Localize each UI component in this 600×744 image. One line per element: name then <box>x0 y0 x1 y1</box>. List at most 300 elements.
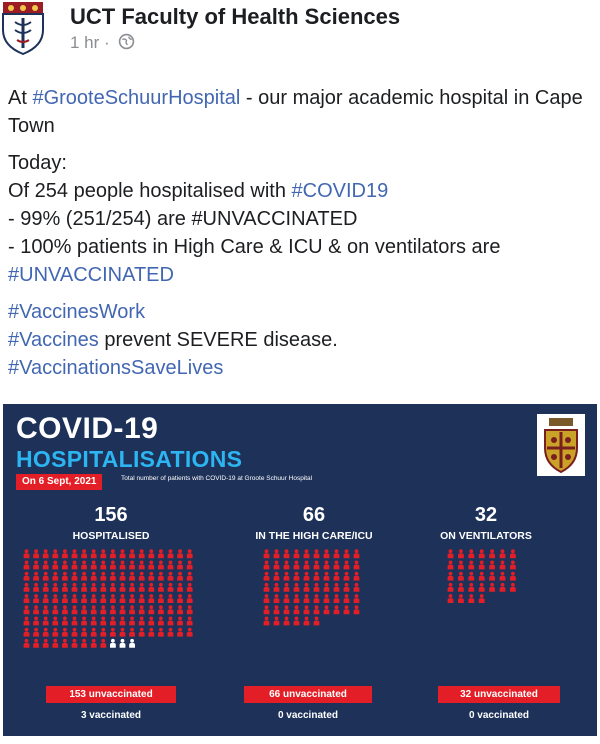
unvaccinated-person-icon <box>304 594 310 603</box>
unvaccinated-person-icon <box>294 617 300 626</box>
unvaccinated-person-icon <box>468 583 474 592</box>
unvaccinated-person-icon <box>43 628 49 637</box>
unvaccinated-person-icon <box>91 605 97 614</box>
post-text <box>8 84 598 391</box>
unvaccinated-person-icon <box>72 605 78 614</box>
unvaccinated-person-icon <box>100 617 106 626</box>
unvaccinated-person-icon <box>24 628 30 637</box>
unvaccinated-person-icon <box>284 617 290 626</box>
hospitalised-people-grid <box>23 549 199 677</box>
unvaccinated-person-icon <box>294 583 300 592</box>
unvaccinated-person-icon <box>284 549 290 558</box>
unvaccinated-person-icon <box>33 549 39 558</box>
unvaccinated-person-icon <box>129 572 135 581</box>
unvaccinated-person-icon <box>43 572 49 581</box>
unvaccinated-person-icon <box>264 572 270 581</box>
unvaccinated-person-icon <box>72 572 78 581</box>
post-meta <box>70 33 135 55</box>
unvaccinated-person-icon <box>314 594 320 603</box>
post-text-segment: prevent SEVERE disease. <box>98 329 338 351</box>
unvaccinated-person-icon <box>304 617 310 626</box>
post-author[interactable]: UCT Faculty of Health Sciences <box>70 4 401 29</box>
globe-icon <box>118 33 135 55</box>
unvaccinated-person-icon <box>43 583 49 592</box>
unvaccinated-person-icon <box>187 594 193 603</box>
unvaccinated-person-icon <box>489 561 495 570</box>
unvaccinated-person-icon <box>500 583 506 592</box>
unvaccinated-person-icon <box>52 583 58 592</box>
unvaccinated-person-icon <box>33 594 39 603</box>
icu-unvaccinated-badge: 66 unvaccinated <box>244 686 372 703</box>
unvaccinated-person-icon <box>120 605 126 614</box>
unvaccinated-person-icon <box>354 561 360 570</box>
unvaccinated-person-icon <box>24 572 30 581</box>
unvaccinated-person-icon <box>81 617 87 626</box>
unvaccinated-person-icon <box>62 572 68 581</box>
unvaccinated-person-icon <box>510 561 516 570</box>
unvaccinated-person-icon <box>324 572 330 581</box>
unvaccinated-person-icon <box>129 583 135 592</box>
unvaccinated-person-icon <box>52 561 58 570</box>
unvaccinated-person-icon <box>148 594 154 603</box>
unvaccinated-person-icon <box>81 549 87 558</box>
vaccinated-person-icon <box>110 639 116 648</box>
unvaccinated-person-icon <box>33 572 39 581</box>
unvaccinated-person-icon <box>274 617 280 626</box>
unvaccinated-person-icon <box>62 594 68 603</box>
unvaccinated-person-icon <box>314 617 320 626</box>
unvaccinated-person-icon <box>177 594 183 603</box>
unvaccinated-person-icon <box>52 549 58 558</box>
unvaccinated-person-icon <box>148 605 154 614</box>
unvaccinated-person-icon <box>168 605 174 614</box>
post-paragraph <box>8 298 598 382</box>
unvaccinated-person-icon <box>468 572 474 581</box>
post-paragraph <box>8 149 598 289</box>
unvaccinated-person-icon <box>458 572 464 581</box>
icu-people-grid <box>263 549 367 667</box>
unvaccinated-person-icon <box>264 605 270 614</box>
unvaccinated-person-icon <box>344 572 350 581</box>
unvaccinated-person-icon <box>100 628 106 637</box>
unvaccinated-person-icon <box>24 617 30 626</box>
unvaccinated-person-icon <box>458 594 464 603</box>
unvaccinated-person-icon <box>284 583 290 592</box>
unvaccinated-person-icon <box>120 583 126 592</box>
vaccinated-person-icon <box>129 639 135 648</box>
post-text-segment: - 100% patients in High Care & ICU & on ventilators are <box>8 236 501 258</box>
unvaccinated-person-icon <box>81 572 87 581</box>
unvaccinated-person-icon <box>354 605 360 614</box>
unvaccinated-person-icon <box>72 617 78 626</box>
icu-vaccinated-text: 0 vaccinated <box>277 710 339 721</box>
hashtag-link[interactable]: #UNVACCINATED <box>8 264 174 286</box>
unvaccinated-person-icon <box>110 605 116 614</box>
unvaccinated-person-icon <box>129 605 135 614</box>
unvaccinated-person-icon <box>168 572 174 581</box>
unvaccinated-person-icon <box>510 583 516 592</box>
unvaccinated-person-icon <box>129 628 135 637</box>
unvaccinated-person-icon <box>148 549 154 558</box>
unvaccinated-person-icon <box>91 561 97 570</box>
unvaccinated-person-icon <box>120 617 126 626</box>
unvaccinated-person-icon <box>129 594 135 603</box>
unvaccinated-person-icon <box>284 561 290 570</box>
unvaccinated-person-icon <box>110 628 116 637</box>
unvaccinated-person-icon <box>510 549 516 558</box>
unvaccinated-person-icon <box>187 583 193 592</box>
unvaccinated-person-icon <box>264 594 270 603</box>
post-text-segment: Of 254 people hospitalised with <box>8 180 292 202</box>
unvaccinated-person-icon <box>304 605 310 614</box>
unvaccinated-person-icon <box>448 594 454 603</box>
unvaccinated-person-icon <box>91 572 97 581</box>
hashtag-link[interactable]: #VaccinationsSaveLives <box>8 357 224 379</box>
unvaccinated-person-icon <box>52 628 58 637</box>
unvaccinated-person-icon <box>158 572 164 581</box>
unvaccinated-person-icon <box>81 594 87 603</box>
hospitalised-unvaccinated-badge: 153 unvaccinated <box>46 686 176 703</box>
unvaccinated-person-icon <box>148 628 154 637</box>
ventilators-label: ON VENTILATORS <box>440 530 532 542</box>
unvaccinated-person-icon <box>354 594 360 603</box>
unvaccinated-person-icon <box>62 583 68 592</box>
unvaccinated-person-icon <box>158 561 164 570</box>
vaccinated-person-icon <box>120 639 126 648</box>
unvaccinated-person-icon <box>91 583 97 592</box>
unvaccinated-person-icon <box>148 572 154 581</box>
unvaccinated-person-icon <box>148 617 154 626</box>
unvaccinated-person-icon <box>344 605 350 614</box>
unvaccinated-person-icon <box>43 561 49 570</box>
unvaccinated-person-icon <box>139 628 145 637</box>
unvaccinated-person-icon <box>72 549 78 558</box>
unvaccinated-person-icon <box>274 572 280 581</box>
unvaccinated-person-icon <box>304 561 310 570</box>
unvaccinated-person-icon <box>324 594 330 603</box>
unvaccinated-person-icon <box>334 549 340 558</box>
unvaccinated-person-icon <box>344 583 350 592</box>
unvaccinated-person-icon <box>43 639 49 648</box>
unvaccinated-person-icon <box>479 594 485 603</box>
unvaccinated-person-icon <box>62 617 68 626</box>
unvaccinated-person-icon <box>458 561 464 570</box>
unvaccinated-person-icon <box>354 572 360 581</box>
unvaccinated-person-icon <box>294 549 300 558</box>
unvaccinated-person-icon <box>187 561 193 570</box>
post-text-segment: - 99% (251/254) are #UNVACCINATED <box>8 208 358 230</box>
post-paragraph <box>8 84 598 140</box>
unvaccinated-person-icon <box>187 617 193 626</box>
unvaccinated-person-icon <box>448 549 454 558</box>
unvaccinated-person-icon <box>304 572 310 581</box>
unvaccinated-person-icon <box>158 605 164 614</box>
unvaccinated-person-icon <box>62 639 68 648</box>
unvaccinated-person-icon <box>72 628 78 637</box>
unvaccinated-person-icon <box>510 572 516 581</box>
unvaccinated-person-icon <box>139 561 145 570</box>
unvaccinated-person-icon <box>458 549 464 558</box>
separator: · <box>104 33 110 52</box>
unvaccinated-person-icon <box>314 583 320 592</box>
unvaccinated-person-icon <box>294 572 300 581</box>
unvaccinated-person-icon <box>168 561 174 570</box>
ventilators-unvaccinated-badge: 32 unvaccinated <box>438 686 560 703</box>
unvaccinated-person-icon <box>72 561 78 570</box>
unvaccinated-person-icon <box>100 561 106 570</box>
unvaccinated-person-icon <box>274 549 280 558</box>
post-text-segment: - our major academic hospital in Cape Town <box>8 87 583 137</box>
unvaccinated-person-icon <box>468 549 474 558</box>
hashtag-link[interactable]: #COVID19 <box>291 180 389 202</box>
infographic-subtitle: HOSPITALISATIONS <box>16 446 243 472</box>
unvaccinated-person-icon <box>448 561 454 570</box>
unvaccinated-person-icon <box>274 605 280 614</box>
unvaccinated-person-icon <box>294 561 300 570</box>
unvaccinated-person-icon <box>304 583 310 592</box>
unvaccinated-person-icon <box>72 583 78 592</box>
unvaccinated-person-icon <box>33 583 39 592</box>
unvaccinated-person-icon <box>468 594 474 603</box>
infographic-title: COVID-19 <box>16 412 159 445</box>
unvaccinated-person-icon <box>284 572 290 581</box>
avatar[interactable] <box>0 0 56 56</box>
unvaccinated-person-icon <box>120 549 126 558</box>
ventilators-count: 32 <box>474 504 498 526</box>
unvaccinated-person-icon <box>158 594 164 603</box>
post-text-segment: Today: <box>8 152 67 174</box>
unvaccinated-person-icon <box>334 605 340 614</box>
unvaccinated-person-icon <box>314 605 320 614</box>
unvaccinated-person-icon <box>500 572 506 581</box>
unvaccinated-person-icon <box>91 639 97 648</box>
unvaccinated-person-icon <box>264 549 270 558</box>
unvaccinated-person-icon <box>177 549 183 558</box>
unvaccinated-person-icon <box>43 605 49 614</box>
unvaccinated-person-icon <box>129 549 135 558</box>
unvaccinated-person-icon <box>274 583 280 592</box>
unvaccinated-person-icon <box>129 617 135 626</box>
unvaccinated-person-icon <box>81 639 87 648</box>
unvaccinated-person-icon <box>33 639 39 648</box>
unvaccinated-person-icon <box>139 605 145 614</box>
unvaccinated-person-icon <box>274 594 280 603</box>
unvaccinated-person-icon <box>168 549 174 558</box>
unvaccinated-person-icon <box>110 617 116 626</box>
unvaccinated-person-icon <box>24 594 30 603</box>
unvaccinated-person-icon <box>334 583 340 592</box>
unvaccinated-person-icon <box>168 594 174 603</box>
unvaccinated-person-icon <box>344 594 350 603</box>
unvaccinated-person-icon <box>24 549 30 558</box>
unvaccinated-person-icon <box>334 572 340 581</box>
unvaccinated-person-icon <box>479 583 485 592</box>
date-badge: On 6 Sept, 2021 <box>16 474 102 490</box>
unvaccinated-person-icon <box>110 561 116 570</box>
ventilators-vaccinated-text: 0 vaccinated <box>468 710 530 721</box>
uct-crest-logo <box>0 0 56 56</box>
unvaccinated-person-icon <box>274 561 280 570</box>
unvaccinated-person-icon <box>62 628 68 637</box>
unvaccinated-person-icon <box>344 561 350 570</box>
unvaccinated-person-icon <box>110 583 116 592</box>
unvaccinated-person-icon <box>120 561 126 570</box>
unvaccinated-person-icon <box>139 549 145 558</box>
unvaccinated-person-icon <box>62 549 68 558</box>
unvaccinated-person-icon <box>139 583 145 592</box>
unvaccinated-person-icon <box>120 628 126 637</box>
unvaccinated-person-icon <box>43 549 49 558</box>
unvaccinated-person-icon <box>52 594 58 603</box>
unvaccinated-person-icon <box>468 561 474 570</box>
unvaccinated-person-icon <box>489 583 495 592</box>
unvaccinated-person-icon <box>24 605 30 614</box>
unvaccinated-person-icon <box>168 628 174 637</box>
unvaccinated-person-icon <box>81 605 87 614</box>
unvaccinated-person-icon <box>33 628 39 637</box>
unvaccinated-person-icon <box>72 639 78 648</box>
unvaccinated-person-icon <box>100 549 106 558</box>
unvaccinated-person-icon <box>129 561 135 570</box>
ventilators-people-grid <box>447 549 523 667</box>
unvaccinated-person-icon <box>81 583 87 592</box>
unvaccinated-person-icon <box>177 617 183 626</box>
unvaccinated-person-icon <box>177 605 183 614</box>
unvaccinated-person-icon <box>187 572 193 581</box>
unvaccinated-person-icon <box>33 561 39 570</box>
unvaccinated-person-icon <box>52 617 58 626</box>
unvaccinated-person-icon <box>264 583 270 592</box>
unvaccinated-person-icon <box>177 572 183 581</box>
unvaccinated-person-icon <box>91 617 97 626</box>
hashtag-link[interactable]: #Vaccines <box>8 329 99 351</box>
hashtag-link[interactable]: #VaccinesWork <box>8 301 146 323</box>
unvaccinated-person-icon <box>110 549 116 558</box>
unvaccinated-person-icon <box>158 583 164 592</box>
unvaccinated-person-icon <box>100 572 106 581</box>
unvaccinated-person-icon <box>354 549 360 558</box>
unvaccinated-person-icon <box>324 561 330 570</box>
unvaccinated-person-icon <box>344 549 350 558</box>
unvaccinated-person-icon <box>62 605 68 614</box>
unvaccinated-person-icon <box>458 583 464 592</box>
unvaccinated-person-icon <box>33 617 39 626</box>
unvaccinated-person-icon <box>324 583 330 592</box>
hospitalised-count: 156 <box>94 504 128 526</box>
unvaccinated-person-icon <box>479 572 485 581</box>
unvaccinated-person-icon <box>158 617 164 626</box>
unvaccinated-person-icon <box>284 594 290 603</box>
unvaccinated-person-icon <box>52 605 58 614</box>
unvaccinated-person-icon <box>500 561 506 570</box>
unvaccinated-person-icon <box>334 594 340 603</box>
unvaccinated-person-icon <box>324 549 330 558</box>
unvaccinated-person-icon <box>500 549 506 558</box>
icu-count: 66 <box>302 504 326 526</box>
unvaccinated-person-icon <box>81 561 87 570</box>
unvaccinated-person-icon <box>177 583 183 592</box>
unvaccinated-person-icon <box>24 583 30 592</box>
unvaccinated-person-icon <box>294 594 300 603</box>
post-time[interactable]: 1 hr <box>70 33 100 52</box>
unvaccinated-person-icon <box>264 617 270 626</box>
unvaccinated-person-icon <box>120 594 126 603</box>
unvaccinated-person-icon <box>81 628 87 637</box>
unvaccinated-person-icon <box>284 605 290 614</box>
unvaccinated-person-icon <box>100 639 106 648</box>
unvaccinated-person-icon <box>479 561 485 570</box>
unvaccinated-person-icon <box>314 561 320 570</box>
unvaccinated-person-icon <box>168 617 174 626</box>
unvaccinated-person-icon <box>324 605 330 614</box>
unvaccinated-person-icon <box>479 549 485 558</box>
unvaccinated-person-icon <box>148 561 154 570</box>
unvaccinated-person-icon <box>177 561 183 570</box>
unvaccinated-person-icon <box>91 628 97 637</box>
post-text-segment: At <box>8 87 33 109</box>
unvaccinated-person-icon <box>139 617 145 626</box>
unvaccinated-person-icon <box>52 639 58 648</box>
unvaccinated-person-icon <box>187 628 193 637</box>
unvaccinated-person-icon <box>187 605 193 614</box>
unvaccinated-person-icon <box>314 549 320 558</box>
unvaccinated-person-icon <box>158 628 164 637</box>
hospitalised-label: HOSPITALISED <box>72 530 150 542</box>
unvaccinated-person-icon <box>148 583 154 592</box>
unvaccinated-person-icon <box>168 583 174 592</box>
hashtag-link[interactable]: #GrooteSchuurHospital <box>32 87 241 109</box>
icu-label: IN THE HIGH CARE/ICU <box>255 530 373 542</box>
unvaccinated-person-icon <box>24 561 30 570</box>
unvaccinated-person-icon <box>91 549 97 558</box>
unvaccinated-person-icon <box>294 605 300 614</box>
unvaccinated-person-icon <box>62 561 68 570</box>
groote-schuur-crest-icon <box>537 414 585 476</box>
unvaccinated-person-icon <box>354 583 360 592</box>
unvaccinated-person-icon <box>110 594 116 603</box>
unvaccinated-person-icon <box>72 594 78 603</box>
unvaccinated-person-icon <box>43 617 49 626</box>
covid-infographic <box>3 404 597 736</box>
unvaccinated-person-icon <box>43 594 49 603</box>
hospitalised-vaccinated-text: 3 vaccinated <box>80 710 142 721</box>
unvaccinated-person-icon <box>334 561 340 570</box>
unvaccinated-person-icon <box>489 572 495 581</box>
unvaccinated-person-icon <box>177 628 183 637</box>
unvaccinated-person-icon <box>304 549 310 558</box>
unvaccinated-person-icon <box>489 549 495 558</box>
unvaccinated-person-icon <box>91 594 97 603</box>
post-header <box>0 0 600 62</box>
unvaccinated-person-icon <box>110 572 116 581</box>
unvaccinated-person-icon <box>187 549 193 558</box>
unvaccinated-person-icon <box>100 583 106 592</box>
unvaccinated-person-icon <box>264 561 270 570</box>
unvaccinated-person-icon <box>100 594 106 603</box>
unvaccinated-person-icon <box>100 605 106 614</box>
unvaccinated-person-icon <box>139 572 145 581</box>
unvaccinated-person-icon <box>52 572 58 581</box>
unvaccinated-person-icon <box>120 572 126 581</box>
unvaccinated-person-icon <box>158 549 164 558</box>
infographic-note: Total number of patients with COVID-19 at Groote Schuur Hospital <box>121 475 313 482</box>
unvaccinated-person-icon <box>448 583 454 592</box>
unvaccinated-person-icon <box>448 572 454 581</box>
unvaccinated-person-icon <box>139 594 145 603</box>
unvaccinated-person-icon <box>314 572 320 581</box>
unvaccinated-person-icon <box>33 605 39 614</box>
unvaccinated-person-icon <box>24 639 30 648</box>
